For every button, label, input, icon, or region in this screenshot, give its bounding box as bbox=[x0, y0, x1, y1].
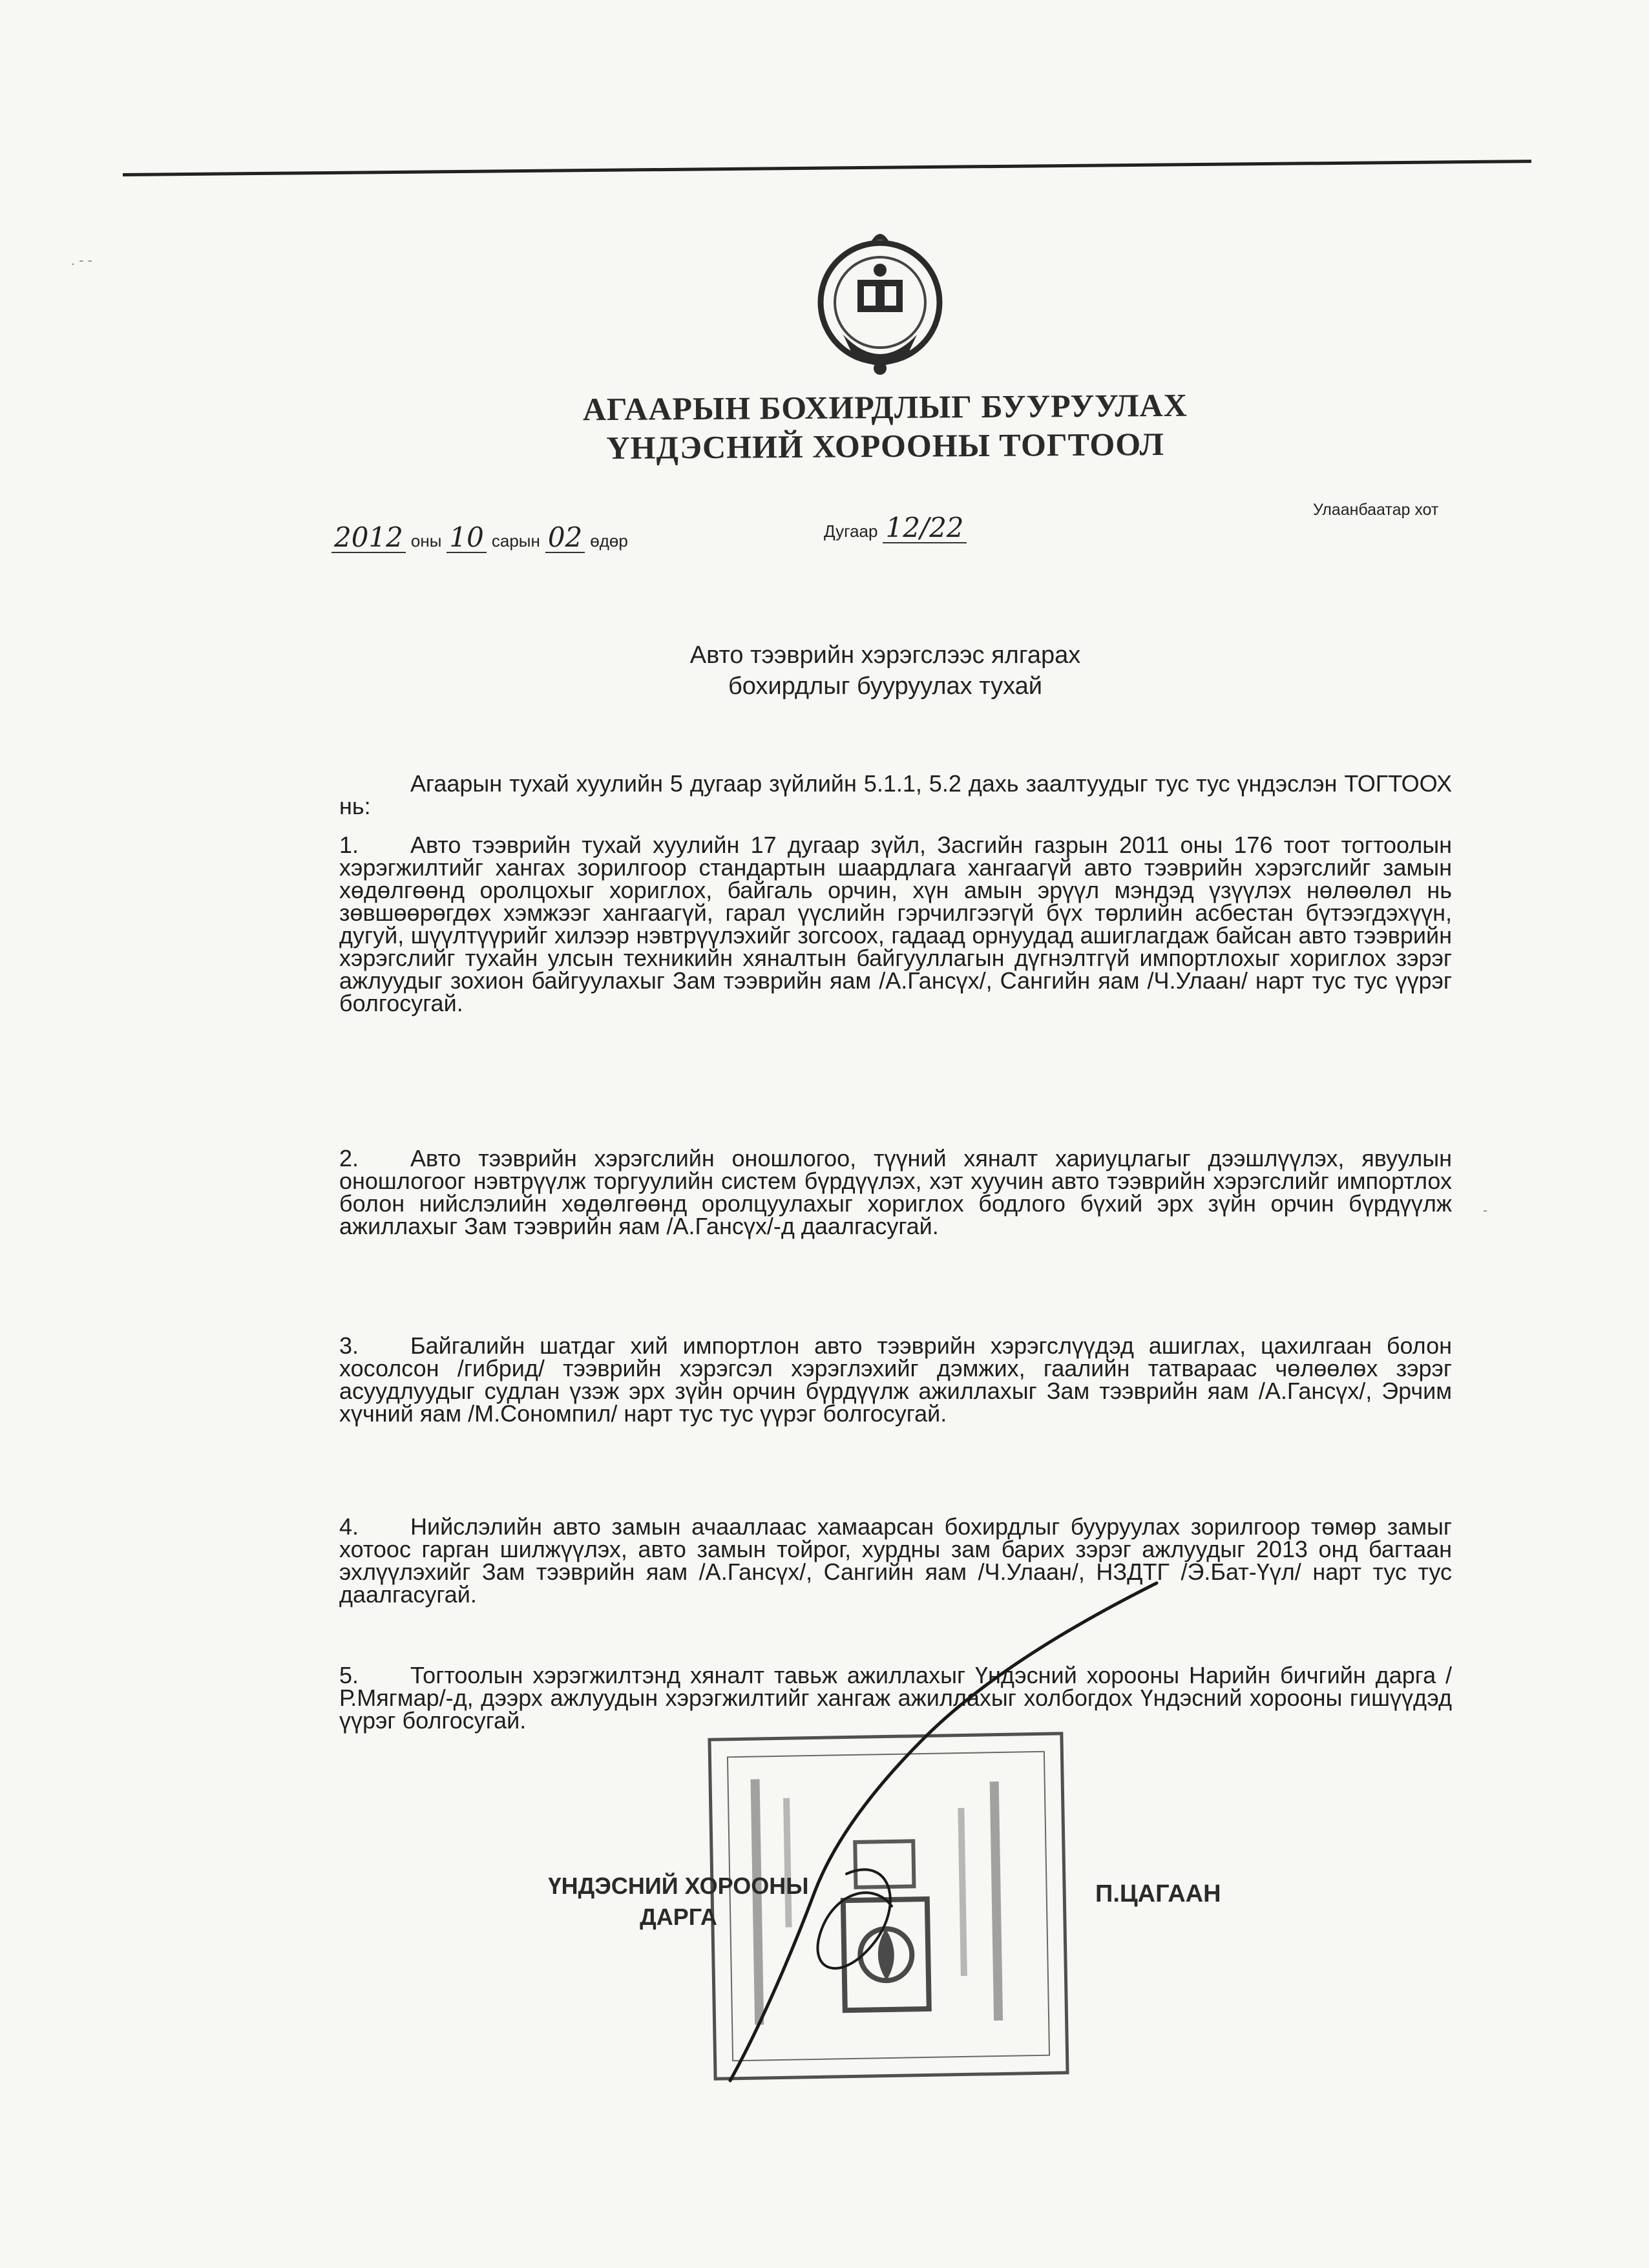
item-text: Тогтоолын хэрэгжилтэнд хяналт тавьж ажиллахыг Үндэсний хорооны Нарийн бичгийн дарга /Р.Мягмар/-д, дээрх ажлуудын хэрэгжилтийг хангаж ажиллахыг холбогдох Үндэсний хорооны гишүүдэд үүрэг болгосугай. bbox=[339, 1662, 1452, 1734]
intro-paragraph: Агаарын тухай хуулийн 5 дугаар зүйлийн 5.1.1, 5.2 дахь заалтуудыг тус тус үндэслэн ТОГТООХ нь: bbox=[339, 770, 1452, 819]
state-emblem-icon bbox=[811, 225, 950, 386]
scan-mark: - bbox=[1483, 1202, 1488, 1218]
date-month-suffix: сарын bbox=[491, 531, 540, 551]
header-rule bbox=[123, 160, 1531, 176]
item-number: 5. bbox=[339, 1662, 359, 1688]
signatory-title-line1: ҮНДЭСНИЙ ХОРООНЫ bbox=[548, 1873, 809, 1899]
item-number: 1. bbox=[339, 832, 359, 858]
date-year-suffix: оны bbox=[410, 531, 442, 551]
subject-line2: бохирдлыг бууруулах тухай bbox=[728, 673, 1043, 700]
resolution-item bbox=[339, 834, 1452, 1014]
document-number-handwritten: 12/22 bbox=[883, 514, 966, 543]
resolution-item bbox=[339, 1334, 1452, 1425]
date-year-handwritten: 2012 bbox=[331, 523, 406, 553]
item-number: 2. bbox=[339, 1145, 359, 1171]
date-month-handwritten: 10 bbox=[446, 523, 486, 553]
document-subject bbox=[562, 640, 1208, 702]
signatory-name: П.ЦАГААН bbox=[1095, 1880, 1221, 1907]
document-number-label: Дугаар bbox=[824, 521, 878, 541]
signatory-title-line2: ДАРГА bbox=[640, 1904, 717, 1930]
organization-title bbox=[562, 386, 1209, 468]
city-label: Улаанбаатар хот bbox=[1313, 501, 1439, 519]
item-text: Нийслэлийн авто замын ачааллаас хамаарсан бохирдлыг бууруулах зорилгоор төмөр замыг хотоос гарган шилжүүлэх, авто замын тойрог, хурдны зам барих зэрэг ажлуудыг 2013 онд багтаан эхлүүлэхийг Зам тээврийн яам /А.Гансүх/, Сангийн яам /Ч.Улаан/, НЗДТГ /Э.Бат-Үүл/ нарт тус тус даалгасугай. bbox=[339, 1513, 1452, 1608]
item-number: 3. bbox=[339, 1332, 359, 1359]
document-number bbox=[824, 514, 972, 543]
item-text: Байгалийн шатдаг хий импортлон авто тээврийн хэрэгслүүдэд ашиглах, цахилгаан болон хосолсон /гибрид/ тээврийн хэрэгсэл хэрэглэхийг дэмжих, гаалийн татвараас чөлөөлөх зэрэг асуудлуудыг судлан үзэж эрх зүйн орчин бүрдүүлж ажиллахыг Зам тээврийн яам /А.Гансүх/, Эрчим хүчний яам /М.Сономпил/ нарт тус тус үүрэг болгосугай. bbox=[339, 1332, 1452, 1427]
item-text: Авто тээврийн тухай хуулийн 17 дугаар зүйл, Засгийн газрын 2011 оны 176 тоот тогтоолын хэрэгжилтийг хангах зорилгоор стандартын шаардлага хангаагүй авто тээврийн хэрэгслийг замын хөдөлгөөнд оролцохыг хориглох, байгаль орчин, хүн амын эрүүл мэндэд үзүүлэх нөлөөлөл нь зөвшөөрөгдөх хэмжээг хангаагүй, гарал үүслийн гэрчилгээгүй бүх төрлийн асбестан бүтээгдэхүүн, дугуй, шүүлтүүрийг хилээр нэвтрүүлэхийг зогсоох, гадаад орнуудад ашиглагдаж байсан авто тээврийн хэрэгслийг тухайн улсын техникийн хяналтын байгууллагын дүгнэлтгүй импортлохыг хориглох зэрэг ажлуудыг зохион байгуулахыг Зам тээврийн яам /А.Гансүх/, Сангийн яам /Ч.Улаан/ нарт тус тус үүрэг болгосугай. bbox=[339, 832, 1452, 1016]
organization-title-line1: АГААРЫН БОХИРДЛЫГ БУУРУУЛАХ bbox=[582, 386, 1188, 428]
signatory-title bbox=[517, 1871, 840, 1933]
subject-line1: Авто тээврийн хэрэгслээс ялгарах bbox=[689, 642, 1081, 669]
item-number: 4. bbox=[339, 1513, 359, 1540]
resolution-item bbox=[339, 1147, 1452, 1237]
scan-mark: . - - bbox=[71, 252, 92, 268]
date-day-handwritten: 02 bbox=[545, 523, 585, 553]
item-text: Авто тээврийн хэрэгслийн оношлогоо, түүний хяналт хариуцлагыг дээшлүүлэх, явуулын оношлогоог нэвтрүүлж торгуулийн систем бүрдүүлэх, хэт хуучин авто тээврийн хэрэгслийг импортлох болон нийслэлийн хөдөлгөөнд оролцуулахыг хориглох бодлого бүхий эрх зүйн орчин бүрдүүлж ажиллахыг Зам тээврийн яам /А.Гансүх/-д даалгасугай. bbox=[339, 1145, 1452, 1239]
organization-title-line2: ҮНДЭСНИЙ ХОРООНЫ ТОГТООЛ bbox=[606, 425, 1165, 467]
date-day-suffix: өдөр bbox=[590, 531, 628, 551]
resolution-item bbox=[339, 1664, 1452, 1732]
date-line bbox=[326, 523, 628, 553]
resolution-item bbox=[339, 1515, 1452, 1606]
